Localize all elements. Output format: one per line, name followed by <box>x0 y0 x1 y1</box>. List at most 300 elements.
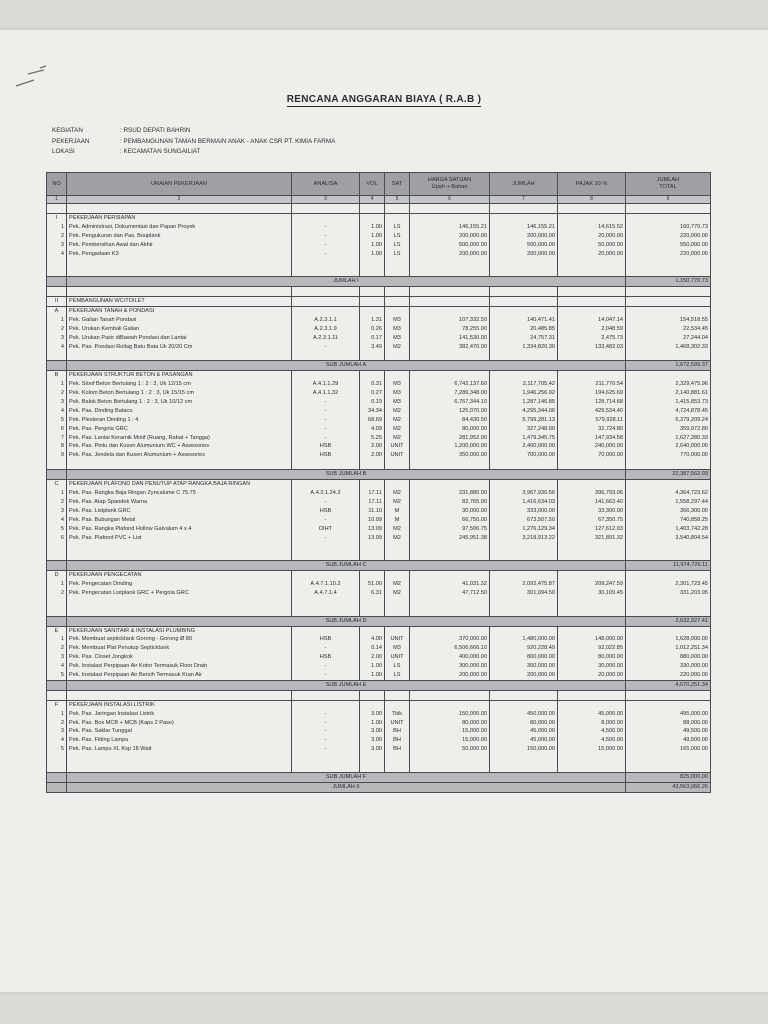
item-volume: 68.69 <box>360 416 385 425</box>
row-number: 2 <box>47 325 67 334</box>
subsection-row <box>47 626 711 635</box>
row-number: A <box>47 306 67 315</box>
item-analisa: A.2.3.1.11 <box>292 334 360 343</box>
item-unit: M3 <box>385 380 410 389</box>
empty-cell <box>490 371 558 380</box>
table-row-blank <box>47 287 711 297</box>
empty-cell <box>626 542 711 551</box>
item-unit: M2 <box>385 425 410 434</box>
item-tax: 147,934.58 <box>558 434 626 443</box>
empty-cell <box>292 690 360 700</box>
empty-cell <box>626 204 711 214</box>
item-amount: 333,000.00 <box>490 507 558 516</box>
table-row <box>47 671 711 680</box>
item-description: Pek. Pas. Saklar Tunggal <box>67 727 292 736</box>
item-total: 220,000.00 <box>626 671 711 680</box>
empty-cell <box>47 277 67 287</box>
empty-cell <box>67 763 292 772</box>
item-volume: 4.09 <box>360 425 385 434</box>
item-unit-price: 47,712.50 <box>410 589 490 598</box>
empty-cell <box>558 571 626 580</box>
item-amount: 800,000.00 <box>490 653 558 662</box>
item-unit-price: 6,767,344.10 <box>410 398 490 407</box>
header-jumlah: JUMLAH <box>490 173 558 196</box>
item-unit: BH <box>385 745 410 754</box>
empty-cell <box>410 480 490 489</box>
table-row <box>47 451 711 460</box>
item-unit: LS <box>385 232 410 241</box>
item-volume: 0.14 <box>360 644 385 653</box>
table-row-blank <box>47 551 711 560</box>
empty-cell <box>385 551 410 560</box>
item-analisa: HSB <box>292 635 360 644</box>
empty-cell <box>490 287 558 297</box>
meta-block <box>52 126 335 158</box>
item-unit: M3 <box>385 325 410 334</box>
item-analisa: A.4.1.1.32 <box>292 389 360 398</box>
item-unit: BH <box>385 727 410 736</box>
empty-cell <box>410 297 490 307</box>
subtotal-row <box>47 470 711 480</box>
row-number: C <box>47 480 67 489</box>
item-unit-price: 50,000.00 <box>410 745 490 754</box>
empty-cell <box>385 306 410 315</box>
item-unit-price: 245,951.38 <box>410 534 490 543</box>
table-row <box>47 644 711 653</box>
item-tax: 33,300.00 <box>558 507 626 516</box>
empty-cell <box>360 258 385 267</box>
item-unit-price: 84,430.50 <box>410 416 490 425</box>
item-amount: 1,946,256.92 <box>490 389 558 398</box>
empty-cell <box>558 371 626 380</box>
item-unit-price: 80,000.00 <box>410 425 490 434</box>
empty-cell <box>626 480 711 489</box>
item-volume: 2.00 <box>360 442 385 451</box>
table-row <box>47 343 711 352</box>
rab-table <box>46 172 711 793</box>
empty-cell <box>292 267 360 276</box>
empty-cell <box>410 258 490 267</box>
row-number: 1 <box>47 635 67 644</box>
item-volume: 3.00 <box>360 710 385 719</box>
row-number: 5 <box>47 416 67 425</box>
item-total: 740,858.25 <box>626 516 711 525</box>
item-amount: 80,000.00 <box>490 719 558 728</box>
item-analisa: HSB <box>292 442 360 451</box>
empty-cell <box>558 690 626 700</box>
empty-cell <box>360 213 385 222</box>
item-tax: 8,000.00 <box>558 719 626 728</box>
item-unit: Titik <box>385 710 410 719</box>
empty-cell <box>67 287 292 297</box>
item-unit-price: 200,000.00 <box>410 671 490 680</box>
item-total: 1,468,302.33 <box>626 343 711 352</box>
empty-cell <box>385 204 410 214</box>
item-volume: 1.31 <box>360 316 385 325</box>
empty-cell <box>47 607 67 616</box>
empty-cell <box>626 571 711 580</box>
empty-cell <box>626 371 711 380</box>
empty-cell <box>360 626 385 635</box>
item-volume: 3.00 <box>360 736 385 745</box>
item-description: Pek. Pas. Rangka Baja Ringan Zyncalume C 75.75 <box>67 489 292 498</box>
item-volume: 1.00 <box>360 241 385 250</box>
empty-cell <box>292 551 360 560</box>
item-amount: 1,276,129.34 <box>490 525 558 534</box>
table-row <box>47 736 711 745</box>
item-description: Pek. Pas. Pintu dan Kusen Alumunium WC + Assesories <box>67 442 292 451</box>
item-description: Pek. Pas. Pergola GRC <box>67 425 292 434</box>
item-description: Pek. Membuat septicktank Gorong - Gorong Ø 80 <box>67 635 292 644</box>
row-number: 8 <box>47 442 67 451</box>
row-number: I <box>47 213 67 222</box>
section-title: PEKERJAAN STRUKTUR BETON & PASANGAN <box>67 371 292 380</box>
empty-cell <box>67 204 292 214</box>
item-unit: UNIT <box>385 653 410 662</box>
item-amount: 20,485.85 <box>490 325 558 334</box>
row-number: 3 <box>47 727 67 736</box>
item-analisa: - <box>292 407 360 416</box>
item-description: Pek. Pas. Pondasi Rollag Batu Bata Uk 20/20 Cm <box>67 343 292 352</box>
header-number-row: 1 2 3 4 5 6 7 8 9 <box>47 196 711 204</box>
item-total: 1,012,251.34 <box>626 644 711 653</box>
table-row-blank <box>47 690 711 700</box>
item-unit-price: 66,750.00 <box>410 516 490 525</box>
empty-cell <box>558 763 626 772</box>
item-amount: 3,967,930.56 <box>490 489 558 498</box>
item-total: 2,301,723.45 <box>626 580 711 589</box>
section-row <box>47 297 711 307</box>
item-description: Pek. Instalasi Perpipaan Air Kotor Termasuk Floor Drain <box>67 662 292 671</box>
empty-cell <box>558 551 626 560</box>
item-description: Pek. Plesteran Dinding 1 : 4 <box>67 416 292 425</box>
item-amount: 45,000.00 <box>490 727 558 736</box>
table-row <box>47 662 711 671</box>
table-row <box>47 223 711 232</box>
item-volume: 34.34 <box>360 407 385 416</box>
empty-cell <box>47 616 67 626</box>
item-amount: 327,248.00 <box>490 425 558 434</box>
empty-cell <box>490 306 558 315</box>
item-amount: 700,000.00 <box>490 451 558 460</box>
item-total: 2,640,000.00 <box>626 442 711 451</box>
item-unit: M3 <box>385 389 410 398</box>
header-jumlah-total: JUMLAH TOTAL <box>626 173 711 196</box>
subtotal-label: SUB JUMLAH C <box>67 561 626 571</box>
item-total: 770,000.00 <box>626 451 711 460</box>
item-amount: 5,799,281.13 <box>490 416 558 425</box>
item-total: 27,244.04 <box>626 334 711 343</box>
item-total: 49,500.00 <box>626 736 711 745</box>
item-tax: 240,000.00 <box>558 442 626 451</box>
empty-cell <box>47 258 67 267</box>
table-row <box>47 407 711 416</box>
item-description: Pek. Pengecatan Dinding <box>67 580 292 589</box>
empty-cell <box>292 763 360 772</box>
item-amount: 24,757.31 <box>490 334 558 343</box>
empty-cell <box>385 213 410 222</box>
empty-cell <box>360 754 385 763</box>
subtotal-value: 1,150,770.73 <box>626 277 711 287</box>
subtotal-label: JUMLAH II <box>67 782 626 792</box>
row-number: 1 <box>47 223 67 232</box>
item-tax: 30,109.45 <box>558 589 626 598</box>
item-amount: 200,000.00 <box>490 232 558 241</box>
item-total: 2,329,475.96 <box>626 380 711 389</box>
empty-cell <box>292 542 360 551</box>
empty-cell <box>385 542 410 551</box>
row-number: 7 <box>47 434 67 443</box>
row-number: 3 <box>47 653 67 662</box>
item-unit: M3 <box>385 316 410 325</box>
item-unit-price: 30,000.00 <box>410 507 490 516</box>
item-description: Pek. Instalasi Perpipaan Air Bersih Termasuk Kran Air <box>67 671 292 680</box>
item-volume: 17.11 <box>360 489 385 498</box>
item-description: Pek. Pas. Closet Jongkok <box>67 653 292 662</box>
item-tax: 209,247.59 <box>558 580 626 589</box>
row-number: 4 <box>47 407 67 416</box>
empty-cell <box>292 598 360 607</box>
item-description: Pek. Pengukuran dan Pas. Bouplank <box>67 232 292 241</box>
item-description: Pek. Administrasi, Dokumentasi dan Papan Proyek <box>67 223 292 232</box>
empty-cell <box>490 542 558 551</box>
empty-cell <box>490 460 558 469</box>
subtotal-row <box>47 561 711 571</box>
table-header-row <box>47 173 711 196</box>
item-tax: 80,000.00 <box>558 653 626 662</box>
empty-cell <box>292 460 360 469</box>
empty-cell <box>410 267 490 276</box>
item-unit: LS <box>385 223 410 232</box>
item-volume: 5.25 <box>360 434 385 443</box>
table-row-blank <box>47 754 711 763</box>
item-unit-price: 500,000.00 <box>410 241 490 250</box>
table-row-blank <box>47 763 711 772</box>
item-analisa: - <box>292 662 360 671</box>
item-description: Pek. Pengecatan Listplank GRC + Pergola GRC <box>67 589 292 598</box>
item-description: Pek. Pengadaan K3 <box>67 250 292 259</box>
empty-cell <box>558 213 626 222</box>
item-analisa: - <box>292 398 360 407</box>
subtotal-value: 825,000.00 <box>626 772 711 782</box>
item-amount: 1,480,000.00 <box>490 635 558 644</box>
row-number: 2 <box>47 644 67 653</box>
empty-cell <box>490 551 558 560</box>
item-unit-price: 7,289,348.00 <box>410 389 490 398</box>
table-row <box>47 316 711 325</box>
item-volume: 2.00 <box>360 451 385 460</box>
pen-mark <box>14 58 48 88</box>
item-amount: 2,400,000.00 <box>490 442 558 451</box>
item-unit: M <box>385 507 410 516</box>
table-row <box>47 635 711 644</box>
subsection-row <box>47 700 711 709</box>
item-amount: 2,117,705.42 <box>490 380 558 389</box>
section-row <box>47 213 711 222</box>
empty-cell <box>490 571 558 580</box>
row-number: 4 <box>47 343 67 352</box>
empty-cell <box>490 700 558 709</box>
item-tax: 2,475.73 <box>558 334 626 343</box>
empty-cell <box>410 213 490 222</box>
header-vol: VOL <box>360 173 385 196</box>
empty-cell <box>626 626 711 635</box>
empty-cell <box>410 598 490 607</box>
empty-cell <box>558 480 626 489</box>
subsection-row <box>47 371 711 380</box>
table-row <box>47 489 711 498</box>
item-amount: 500,000.00 <box>490 241 558 250</box>
item-unit-price: 231,880.00 <box>410 489 490 498</box>
table-row <box>47 710 711 719</box>
table-row-blank <box>47 460 711 469</box>
empty-cell <box>385 607 410 616</box>
row-number: 5 <box>47 671 67 680</box>
empty-cell <box>490 598 558 607</box>
empty-cell <box>626 213 711 222</box>
empty-cell <box>558 754 626 763</box>
section-title: PEKERJAAN PENGECATAN <box>67 571 292 580</box>
section-title: PEKERJAAN PERSIAPAN <box>67 213 292 222</box>
table-row <box>47 442 711 451</box>
item-volume: 3.00 <box>360 745 385 754</box>
header-analisa: ANALISA <box>292 173 360 196</box>
empty-cell <box>558 598 626 607</box>
empty-cell <box>626 598 711 607</box>
item-total: 160,770.73 <box>626 223 711 232</box>
item-amount: 1,334,820.30 <box>490 343 558 352</box>
item-unit-price: 350,000.00 <box>410 451 490 460</box>
subtotal-label: SUB JUMLAH A <box>67 361 626 371</box>
empty-cell <box>626 700 711 709</box>
item-unit: M <box>385 516 410 525</box>
item-unit: M3 <box>385 334 410 343</box>
row-number: D <box>47 571 67 580</box>
empty-cell <box>385 297 410 307</box>
item-description: Pek. Urukan Kembali Galian <box>67 325 292 334</box>
empty-cell <box>410 690 490 700</box>
item-volume: 4.00 <box>360 635 385 644</box>
item-analisa: DIHT <box>292 525 360 534</box>
item-tax: 429,534.40 <box>558 407 626 416</box>
empty-cell <box>67 351 292 360</box>
empty-cell <box>626 690 711 700</box>
row-number: 1 <box>47 380 67 389</box>
empty-cell <box>385 626 410 635</box>
item-amount: 140,471.41 <box>490 316 558 325</box>
item-amount: 1,479,345.75 <box>490 434 558 443</box>
subsection-row <box>47 480 711 489</box>
table-row <box>47 250 711 259</box>
empty-cell <box>558 297 626 307</box>
item-unit: M2 <box>385 498 410 507</box>
item-total: 4,724,878.45 <box>626 407 711 416</box>
item-description: Pek. Pas. Jendela dan Kusen Alumunium + Assesories <box>67 451 292 460</box>
table-row <box>47 719 711 728</box>
empty-cell <box>626 287 711 297</box>
item-volume: 13.09 <box>360 525 385 534</box>
table-row <box>47 241 711 250</box>
item-unit: UNIT <box>385 719 410 728</box>
table-row <box>47 380 711 389</box>
row-number: 3 <box>47 241 67 250</box>
item-volume: 1.00 <box>360 232 385 241</box>
section-title: PEKERJAAN SANITAIR & INSTALASI PLUMBING <box>67 626 292 635</box>
item-tax: 20,000.00 <box>558 232 626 241</box>
item-total: 220,000.00 <box>626 232 711 241</box>
table-row <box>47 232 711 241</box>
row-number: II <box>47 297 67 307</box>
item-amount: 150,000.00 <box>490 745 558 754</box>
empty-cell <box>385 267 410 276</box>
empty-cell <box>410 351 490 360</box>
item-amount: 200,000.00 <box>490 671 558 680</box>
subtotal-row <box>47 680 711 690</box>
item-analisa: A.4.2.1.24.2 <box>292 489 360 498</box>
empty-cell <box>385 690 410 700</box>
item-unit-price: 15,000.00 <box>410 736 490 745</box>
item-tax: 133,482.03 <box>558 343 626 352</box>
item-volume: 0.27 <box>360 389 385 398</box>
item-analisa: - <box>292 498 360 507</box>
item-unit-price: 15,000.00 <box>410 727 490 736</box>
empty-cell <box>292 700 360 709</box>
table-row <box>47 589 711 598</box>
empty-cell <box>47 287 67 297</box>
empty-cell <box>67 690 292 700</box>
item-description: Pek. Pas. Lantai Keramik Motif (Ruang, Rabat + Tangga) <box>67 434 292 443</box>
item-total: 880,000.00 <box>626 653 711 662</box>
item-amount: 45,000.00 <box>490 736 558 745</box>
item-unit-price: 150,000.00 <box>410 710 490 719</box>
item-unit: LS <box>385 250 410 259</box>
item-unit: UNIT <box>385 442 410 451</box>
row-number: 6 <box>47 425 67 434</box>
empty-cell <box>292 480 360 489</box>
empty-cell <box>490 626 558 635</box>
item-total: 154,518.55 <box>626 316 711 325</box>
subtotal-value: 11,974,726.11 <box>626 561 711 571</box>
item-description: Pek. Urukan Pasir diBawah Pondasi dan Lantai <box>67 334 292 343</box>
empty-cell <box>47 542 67 551</box>
item-volume: 1.00 <box>360 719 385 728</box>
empty-cell <box>490 204 558 214</box>
item-unit-price: 107,332.50 <box>410 316 490 325</box>
empty-cell <box>385 287 410 297</box>
empty-cell <box>360 297 385 307</box>
section-title: PEKERJAAN PLAFOND DAN PENUTUP ATAP RANGKA BAJA RINGAN <box>67 480 292 489</box>
section-title: PEKERJAAN INSTALASI LISTRIK <box>67 700 292 709</box>
item-tax: 4,500.00 <box>558 727 626 736</box>
item-tax: 20,000.00 <box>558 671 626 680</box>
empty-cell <box>385 763 410 772</box>
item-unit-price: 141,530.00 <box>410 334 490 343</box>
item-volume: 1.00 <box>360 662 385 671</box>
empty-cell <box>292 754 360 763</box>
empty-cell <box>67 551 292 560</box>
item-unit-price: 97,506.75 <box>410 525 490 534</box>
empty-cell <box>360 542 385 551</box>
item-amount: 4,295,344.06 <box>490 407 558 416</box>
table-body <box>47 204 711 793</box>
empty-cell <box>47 782 67 792</box>
item-volume: 6.31 <box>360 589 385 598</box>
row-number: 1 <box>47 316 67 325</box>
item-volume: 3.00 <box>360 727 385 736</box>
empty-cell <box>360 607 385 616</box>
item-volume: 1.00 <box>360 671 385 680</box>
item-unit: M2 <box>385 343 410 352</box>
